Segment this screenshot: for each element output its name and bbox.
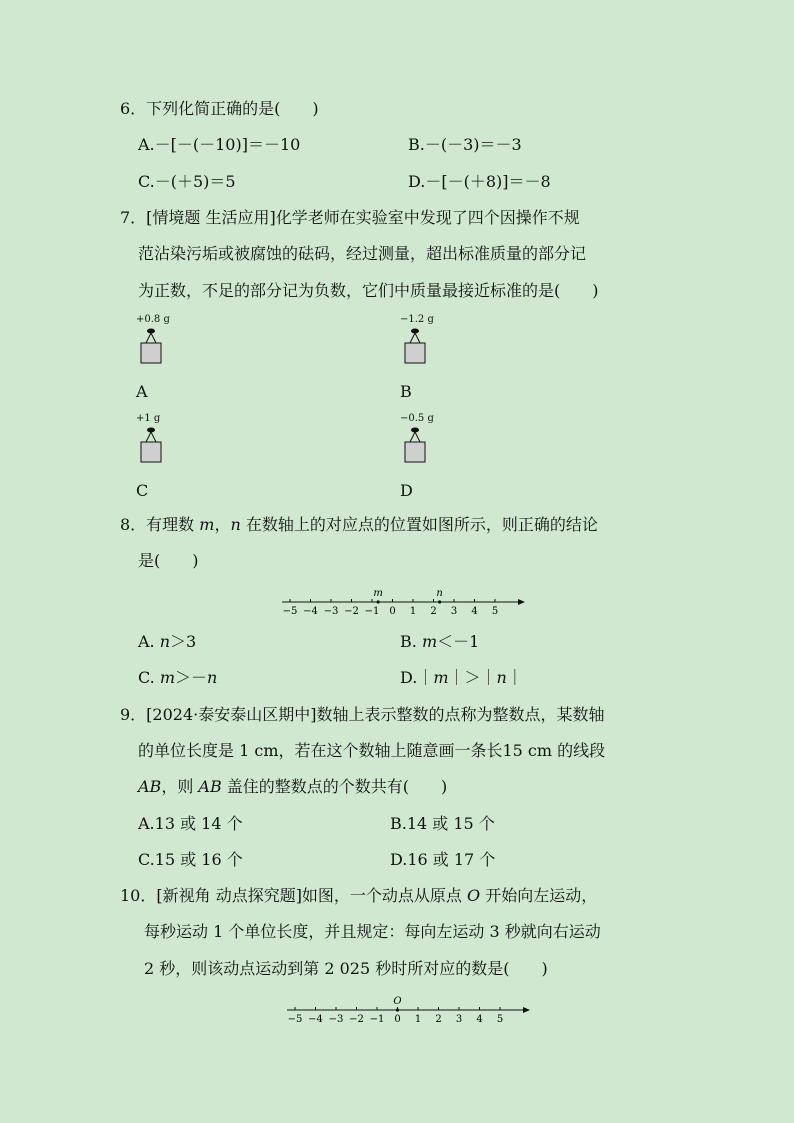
q8-stem-line-1	[120, 514, 598, 536]
weight-c-label: +1 g	[136, 413, 161, 424]
weight-d-icon	[400, 425, 430, 469]
q8-option-b	[400, 631, 479, 653]
q8-tick-label: −2	[344, 606, 359, 617]
q8-b-var: m	[421, 632, 438, 651]
weight-b-letter: B	[400, 382, 412, 401]
q9-option-c: C.15 或 16 个	[138, 850, 243, 869]
q8-tick-label: −5	[282, 606, 298, 617]
q8-var-m: m	[199, 515, 215, 534]
q10-stem-line-2: 每秒运动 1 个单位长度，并且规定：每向左运动 3 秒就向右运动	[144, 922, 601, 941]
q8-option-d	[400, 667, 523, 689]
q8-b-post: ＜－1	[437, 632, 480, 651]
q10-post: 开始向左运动，	[480, 886, 598, 905]
q9-mid: ，则	[161, 777, 199, 796]
q8-a-var: n	[159, 632, 171, 651]
q8-c-pre: C.	[138, 668, 160, 687]
q8-tick-label: 1	[409, 606, 417, 617]
q6-option-a: A.－[－(－10)]＝－10	[138, 135, 301, 154]
q8-point-label-n: n	[436, 588, 443, 599]
q8-text: 8．有理数	[120, 515, 200, 534]
q10-tick-label: 0	[394, 1014, 401, 1025]
q8-tick-label: 5	[491, 606, 499, 617]
q8-b-pre: B.	[400, 632, 422, 651]
q8-tick-label: −3	[323, 606, 339, 617]
weight-b	[400, 314, 434, 370]
q7-stem-line-2: 范沾染污垢或被腐蚀的砝码，经过测量，超出标准质量的部分记	[138, 244, 587, 263]
q8-d-pre: D.｜	[400, 668, 434, 687]
q8-point-n	[438, 600, 441, 603]
q10-tick-label: −2	[349, 1014, 364, 1025]
q8-tick-label: 3	[450, 606, 458, 617]
q10-tick-label: 5	[496, 1014, 504, 1025]
q9-stem-line-3	[138, 776, 447, 798]
q8-d-post: ｜	[506, 668, 523, 687]
q6-option-c: C.－(＋5)＝5	[138, 172, 236, 191]
q6-option-b: B.－(－3)＝－3	[408, 135, 522, 154]
q8-tick-label: 0	[389, 606, 396, 617]
q10-axis-arrow	[523, 1007, 530, 1013]
q10-pre: 10．[新视角 动点探究题]如图，一个动点从原点	[120, 886, 468, 905]
q8-c-var2: n	[207, 668, 218, 687]
weight-a-letter: A	[136, 382, 148, 401]
q10-point-o	[396, 1008, 399, 1011]
q8-c-var1: m	[159, 668, 176, 687]
q10-tick-label: 2	[435, 1014, 442, 1025]
q9-stem-line-1: 9．[2024·泰安泰山区期中]数轴上表示整数的点称为整数点，某数轴	[120, 705, 605, 724]
weight-b-label: −1.2 g	[400, 314, 434, 325]
q9-post: 盖住的整数点的个数共有( )	[221, 777, 448, 796]
q9-option-b: B.14 或 15 个	[390, 814, 495, 833]
q8-stem-line-2: 是( )	[138, 551, 199, 570]
q10-tick-label: −3	[328, 1014, 344, 1025]
q8-c-mid: ＞－	[175, 668, 208, 687]
weight-a	[136, 314, 170, 370]
q9-var-ab-2: AB	[198, 777, 222, 796]
weight-d-letter: D	[400, 481, 413, 500]
q8-option-c	[138, 667, 217, 689]
weight-c	[136, 413, 166, 469]
q9-stem-line-2: 的单位长度是 1 cm，若在这个数轴上随意画一条长15 cm 的线段	[138, 741, 606, 760]
q7-stem-line-3: 为正数，不足的部分记为负数，它们中质量最接近标准的是( )	[138, 281, 599, 300]
q8-point-m	[377, 600, 380, 603]
q8-a-post: ＞3	[170, 632, 197, 651]
q10-tick-label: 3	[455, 1014, 463, 1025]
q9-var-ab-1: AB	[138, 777, 162, 796]
q8-option-a	[138, 631, 196, 653]
q10-tick-label: −4	[308, 1014, 323, 1025]
q8-sep: ，	[214, 515, 231, 534]
q10-stem-line-1	[120, 885, 597, 907]
q8-tick-label: −1	[364, 606, 380, 617]
q8-tick-label: 2	[430, 606, 437, 617]
q8-d-mid: ｜＞｜	[448, 668, 497, 687]
weight-d	[400, 413, 434, 469]
q6-option-d: D.－[－(＋8)]＝－8	[408, 172, 551, 191]
q10-number-line	[285, 990, 535, 1026]
q10-tick-label: 4	[476, 1014, 483, 1025]
q7-stem-line-1: 7．[情境题 生活应用]化学老师在实验室中发现了四个因操作不规	[120, 208, 580, 227]
weight-a-label: +0.8 g	[136, 314, 170, 325]
q6-stem: 6．下列化简正确的是( )	[120, 99, 319, 118]
q10-point-label-o: O	[393, 996, 402, 1007]
q8-a-pre: A.	[138, 632, 160, 651]
weight-c-letter: C	[136, 481, 149, 500]
q8-tick-label: −4	[303, 606, 318, 617]
q8-text-post: 在数轴上的对应点的位置如图所示，则正确的结论	[240, 515, 598, 534]
q8-tick-label: 4	[471, 606, 478, 617]
q8-d-var1: m	[433, 668, 449, 687]
weight-c-icon	[136, 425, 166, 469]
q10-tick-label: −5	[287, 1014, 303, 1025]
weight-a-icon	[136, 326, 166, 370]
weight-d-label: −0.5 g	[400, 413, 434, 424]
q10-var-o: O	[467, 886, 481, 905]
q8-point-label-m: m	[373, 588, 383, 599]
q9-option-d: D.16 或 17 个	[390, 850, 496, 869]
q8-d-var2: n	[496, 668, 507, 687]
q10-tick-label: −1	[369, 1014, 385, 1025]
q8-number-line	[280, 582, 530, 618]
q10-stem-line-3: 2 秒，则该动点运动到第 2 025 秒时所对应的数是( )	[144, 959, 548, 978]
q10-tick-label: 1	[414, 1014, 422, 1025]
weight-b-icon	[400, 326, 430, 370]
q8-var-n: n	[230, 515, 241, 534]
q8-axis-arrow	[518, 599, 525, 605]
q9-option-a: A.13 或 14 个	[138, 814, 243, 833]
